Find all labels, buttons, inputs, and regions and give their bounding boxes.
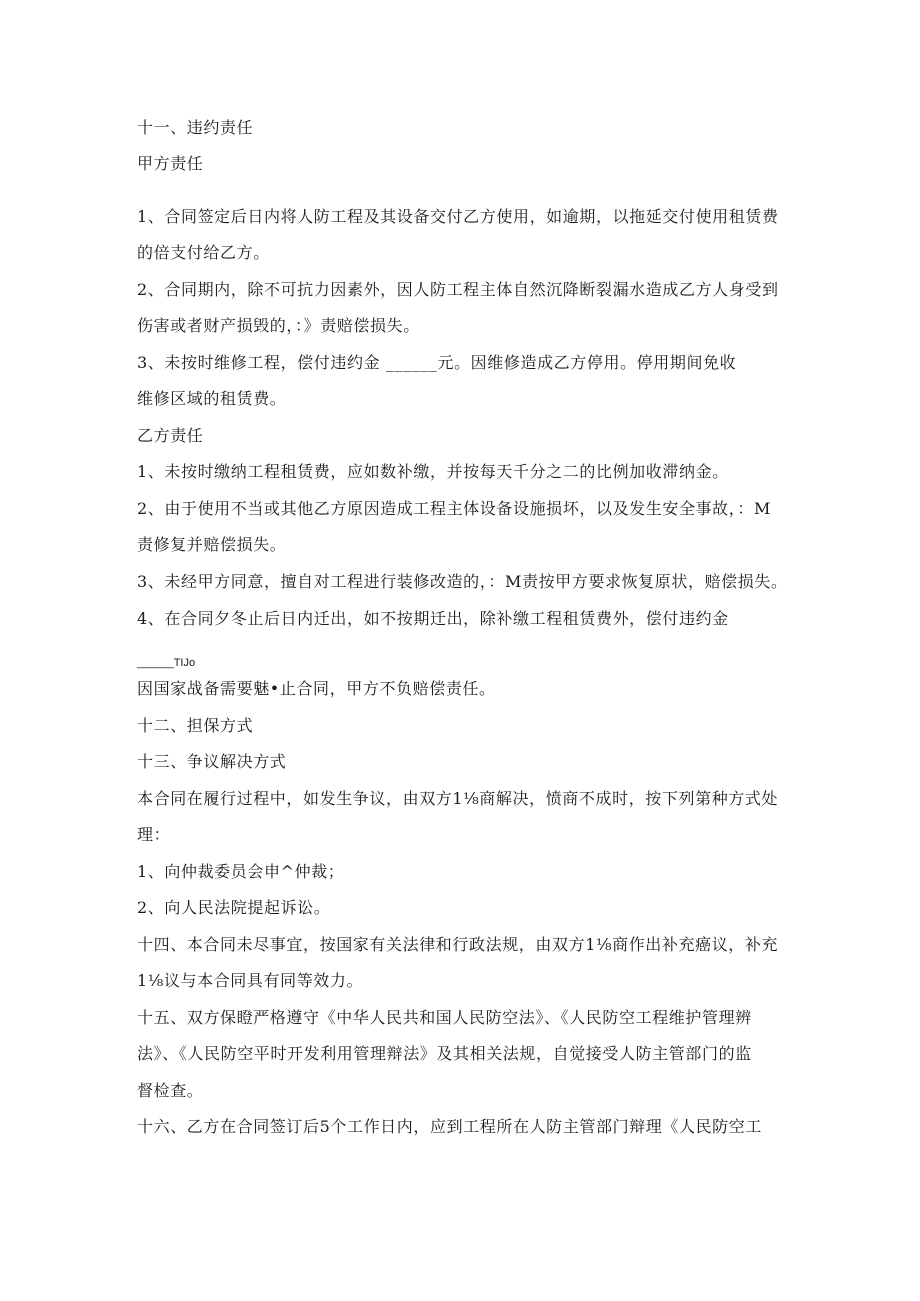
paragraph-line: 2、合同期内，除不可抗力因素外，因人防工程主体自然沉降断裂漏水造成乙方人身受到	[137, 280, 779, 299]
paragraph-line: 的倍支付给乙方。	[137, 243, 270, 262]
paragraph-line: 1⅛议与本合同具有同等效力。	[137, 971, 364, 990]
paragraph-line: 1、合同签定后日内将人防工程及其设备交付乙方使用，如逾期，以拖延交付使用租赁费	[137, 207, 779, 226]
section-heading-14: 十四、本合同未尽事宜，按国家有关法律和行政法规，由双方1⅛商作出补充癌议，补充	[137, 935, 779, 954]
section-heading-13: 十三、争议解决方式	[137, 752, 287, 771]
subheading-party-a: 甲方责任	[137, 154, 204, 173]
paragraph-line: 理：	[137, 825, 171, 844]
section-heading-12: 十二、担保方式	[137, 716, 254, 735]
paragraph-line: 2、向人民法院提起诉讼。	[137, 898, 331, 917]
paragraph-line: 4、在合同夕冬止后日内迁出，如不按期迁出，除补缴工程租赁费外，偿付违约金	[137, 609, 729, 628]
paragraph-line: 3、未按时维修工程，偿付违约金 ______元。因维修造成乙方停用。停用期间免收	[137, 353, 737, 372]
paragraph-line: 维修区域的租赁费。	[137, 389, 287, 408]
section-heading-15: 十五、双方保瞪严格遵守《中华人民共和国人民防空法》、《人民防空工程维护管理辨	[137, 1008, 752, 1027]
paragraph-line: 督检查。	[137, 1081, 204, 1100]
penalty-blank-line: ______TIJo	[137, 657, 196, 669]
paragraph-line: 伤害或者财产损毁的，：》责赔偿损失。	[137, 316, 420, 335]
subheading-party-b: 乙方责任	[137, 426, 204, 445]
paragraph-line: 2、由于使用不当或其他乙方原因造成工程主体设备设施损坏，以及发生安全事故，：M	[137, 499, 771, 518]
paragraph-line: 责修复并赔偿损失。	[137, 535, 287, 554]
section-heading-11: 十一、违约责任	[137, 118, 254, 137]
paragraph-line: 1、向仲裁委员会申^仲裁；	[137, 862, 345, 881]
paragraph-line: 本合同在履行过程中，如发生争议，由双方1⅛商解决，愤商不成时，按下列第种方式处	[137, 789, 779, 808]
paragraph-line: 因国家战备需要魅•止合同，甲方不负赔偿责任。	[137, 679, 496, 698]
paragraph-line: 3、未经甲方同意，擅自对工程进行装修改造的，：M责按甲方要求恢复原状，赔偿损失。	[137, 572, 788, 591]
section-heading-16: 十六、乙方在合同签订后5个工作日内，应到工程所在人防主管部门辩理《人民防空工	[137, 1117, 762, 1136]
paragraph-line: 1、未按时缴纳工程租赁费，应如数补缴，并按每天千分之二的比例加收滞纳金。	[137, 462, 729, 481]
paragraph-line: 法》、《人民防空平时开发利用管理辩法》及其相关法规，自觉接受人防主管部门的监	[137, 1044, 752, 1063]
